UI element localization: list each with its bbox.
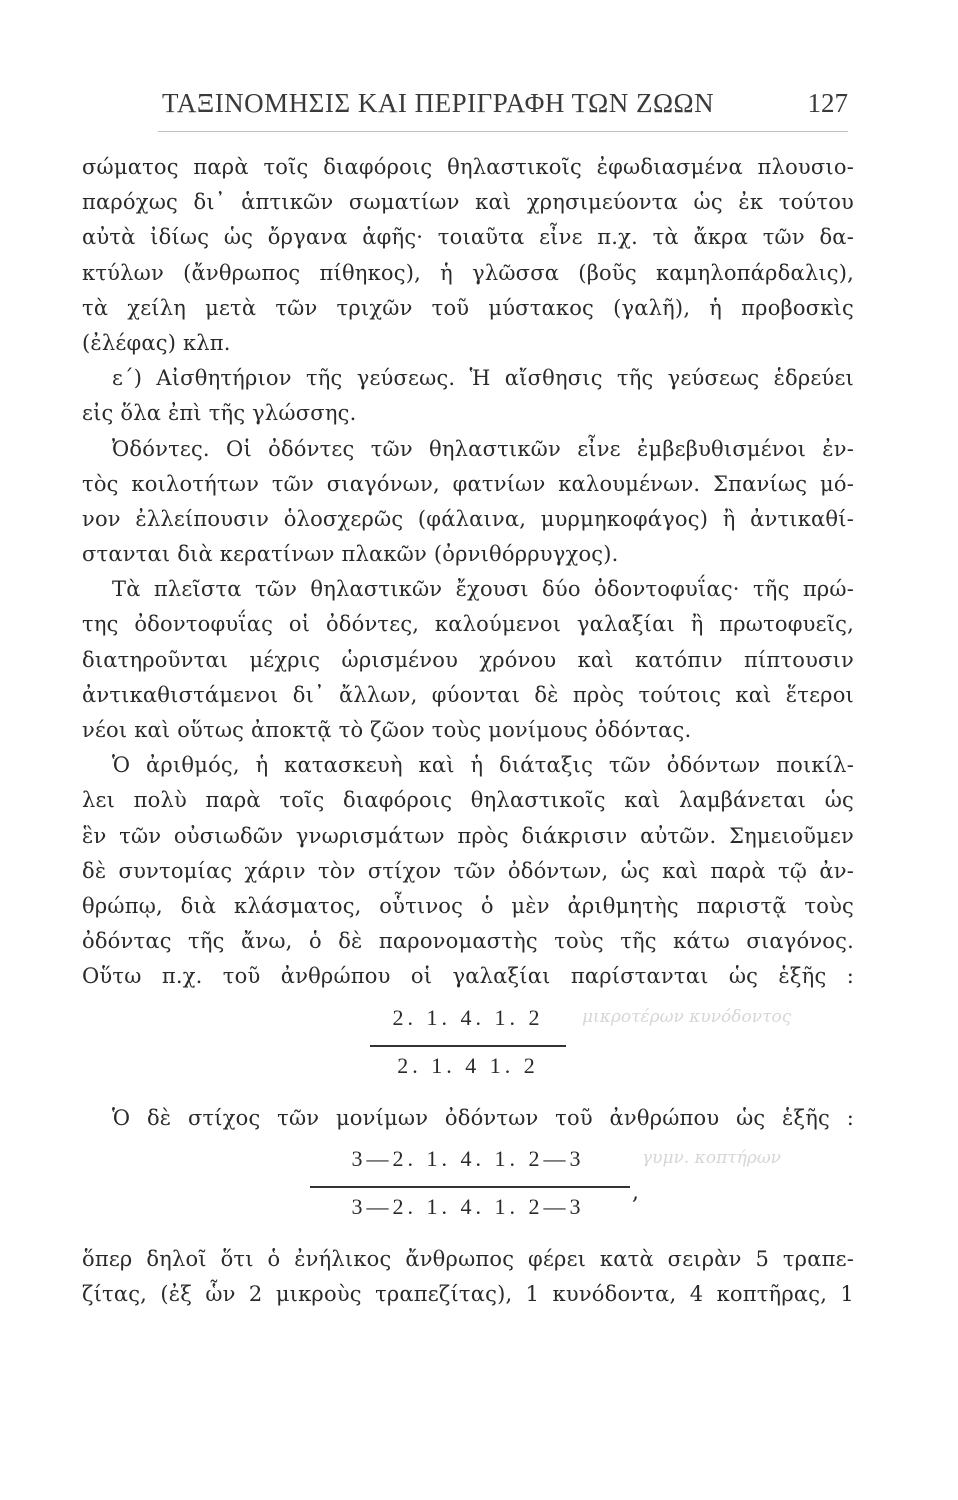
text-line: ἓν τῶν οὐσιωδῶν γνωρισμάτων πρὸς διάκρισιν αὐτῶν. Σημειοῦμεν [82,823,854,848]
formula-numerator: 2. 1. 4. 1. 2 [392,1004,544,1030]
text-line: παρόχως δι᾽ ἁπτικῶν σωματίων καὶ χρησιμεύοντα ὡς ἐκ τούτου [82,190,854,215]
text-line: τὸς κοιλοτήτων τῶν σιαγόνων, φατνίων καλουμένων. Σπανίως μό- [82,471,854,496]
formula-denominator: 2. 1. 4 1. 2 [397,1052,539,1078]
body-text [82,150,854,1312]
text-line: θρώπῳ, διὰ κλάσματος, οὗτινος ὁ μὲν ἀριθμητὴς παριστᾷ τοὺς [82,893,854,918]
formula-comma: , [632,1179,639,1205]
bleed-through-note: γυμν. κοπτήρων [642,1147,782,1168]
paragraph-start-line: Ὁ δὲ στίχος τῶν μονίμων ὀδόντων τοῦ ἀνθρώπου ὡς ἑξῆς : [112,1105,854,1130]
text-line: νέοι καὶ οὕτως ἀποκτᾷ τὸ ζῶον τοὺς μονίμους ὀδόντας. [82,718,692,742]
text-line: της ὀδοντοφυΐας οἱ ὀδόντες, καλούμενοι γαλαξίαι ἢ πρωτοφυεῖς, [82,612,854,637]
paragraph-start-line: Ὁ ἀριθμός, ἡ κατασκευὴ καὶ ἡ διάταξις τῶν ὀδόντων ποικίλ- [112,753,854,778]
text-line: ζίτας, (ἐξ ὧν 2 μικροὺς τραπεζίτας), 1 κυνόδοντα, 4 κοπτῆρας, 1 [82,1281,854,1306]
text-line: στανται διὰ κερατίνων πλακῶν (ὀρνιθόρρυγχος). [82,542,619,567]
formula-numerator: 3—2. 1. 4. 1. 2—3 [351,1145,585,1171]
text-line: ὅπερ δηλοῖ ὅτι ὁ ἐνήλικος ἄνθρωπος φέρει κατὰ σειρὰν 5 τραπε- [82,1246,854,1271]
text-line: ὀδόντας τῆς ἄνω, ὁ δὲ παρονομαστὴς τοὺς τῆς κάτω σιαγόνος. [82,929,854,954]
dental-formula-milk [82,1003,854,1095]
text-line: αὐτὰ ἰδίως ὡς ὄργανα ἁφῆς· τοιαῦτα εἶνε π.χ. τὰ ἄκρα τῶν δα- [82,225,854,250]
text-line: σώματος παρὰ τοῖς διαφόροις θηλαστικοῖς ἐφωδιασμένα πλουσιο- [82,155,854,179]
formula-denominator: 3—2. 1. 4. 1. 2—3 [351,1193,585,1219]
text-line: εἰς ὅλα ἐπὶ τῆς γλώσσης. [82,401,357,426]
page-number: 127 [807,88,848,118]
running-header [150,82,850,122]
text-line: κτύλων (ἄνθρωπος πίθηκος), ἡ γλῶσσα (βοῦς καμηλοπάρδαλις), [82,260,854,285]
dental-formula-permanent [82,1144,854,1236]
text-line: διατηροῦνται μέχρις ὡρισμένου χρόνου καὶ κατόπιν πίπτουσιν [82,647,854,672]
fraction-bar [310,1186,630,1188]
text-line: τὰ χείλη μετὰ τῶν τριχῶν τοῦ μύστακος (γαλῆ), ἡ προβοσκὶς [82,295,854,320]
text-line: νον ἐλλείπουσιν ὁλοσχερῶς (φάλαινα, μυρμηκοφάγος) ἢ ἀντικαθί- [82,506,854,531]
paragraph-start-line: Τὰ πλεῖστα τῶν θηλαστικῶν ἔχουσι δύο ὀδοντοφυΐας· τῆς πρώ- [112,577,854,602]
text-line: Οὕτω π.χ. τοῦ ἀνθρώπου οἱ γαλαξίαι παρίστανται ὡς ἑξῆς : [82,964,854,989]
header-title: ΤΑΞΙΝΟΜΗΣΙΣ ΚΑΙ ΠΕΡΙΓΡΑΦΗ ΤΩΝ ΖΩΩΝ [162,88,715,118]
section-heading-line: ε´) Αἰσθητήριον τῆς γεύσεως. Ἡ αἴσθησις τῆς γεύσεως ἑδρεύει [112,366,854,391]
fraction-bar [370,1045,566,1047]
paragraph-start-line: Ὀδόντες. Οἱ ὀδόντες τῶν θηλαστικῶν εἶνε ἐμβεβυθισμένοι ἐν- [112,436,854,461]
header-rule [158,131,848,132]
text-line: λει πολὺ παρὰ τοῖς διαφόροις θηλαστικοῖς καὶ λαμβάνεται ὡς [82,788,854,813]
text-line: (ἐλέφας) κλπ. [82,330,231,355]
bleed-through-note: μικροτέρων κυνόδοντος [582,1006,792,1027]
text-line: δὲ συντομίας χάριν τὸν στίχον τῶν ὀδόντων, ὡς καὶ παρὰ τῷ ἀν- [82,858,854,883]
text-line: ἀντικαθιστάμενοι δι᾽ ἄλλων, φύονται δὲ πρὸς τούτοις καὶ ἕτεροι [82,682,854,707]
